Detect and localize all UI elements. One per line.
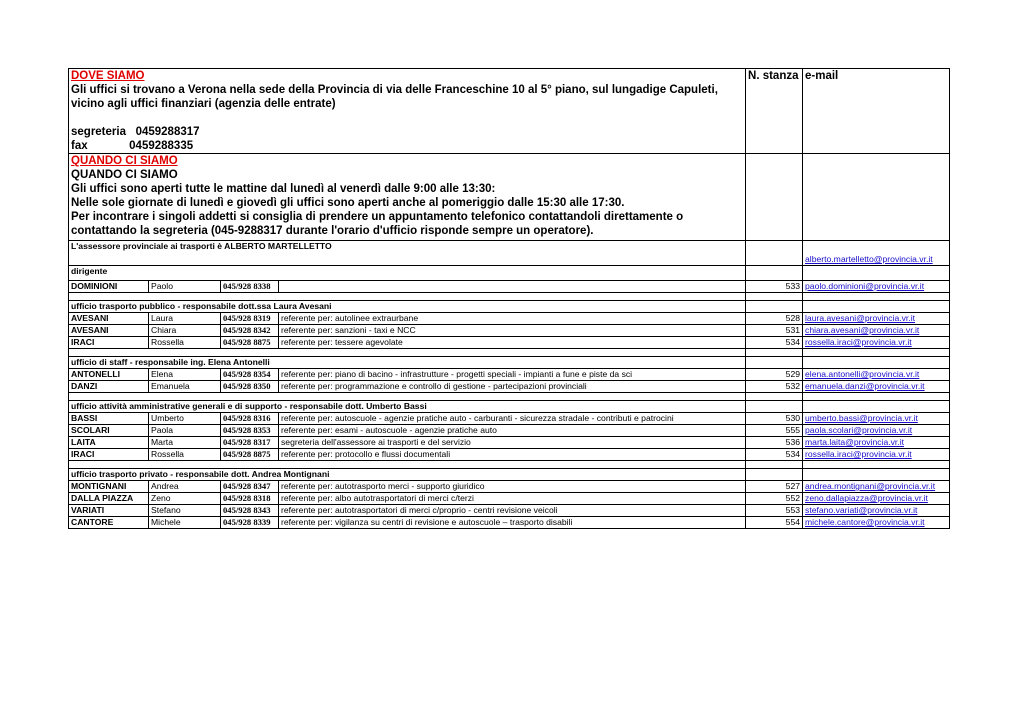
phone-cell: 045/928 8318 bbox=[221, 493, 279, 505]
dirigente-row bbox=[69, 281, 950, 293]
table-row bbox=[69, 381, 950, 393]
room-cell: 552 bbox=[746, 493, 803, 505]
role-cell: referente per: autotrasportatori di merci c/proprio - centri revisione veicoli bbox=[279, 505, 746, 517]
room-cell: 527 bbox=[746, 481, 803, 493]
phone-cell: 045/928 8875 bbox=[221, 449, 279, 461]
role-cell: referente per: autolinee extraurbane bbox=[279, 313, 746, 325]
phone-cell: 045/928 8339 bbox=[221, 517, 279, 529]
email-link[interactable]: michele.cantore@provincia.vr.it bbox=[803, 517, 950, 529]
dove-cell bbox=[69, 69, 746, 154]
section-title: ufficio trasporto privato - responsabile dott. Andrea Montignani bbox=[69, 469, 746, 481]
table-row bbox=[69, 369, 950, 381]
table-row bbox=[69, 425, 950, 437]
role-cell: referente per: autotrasporto merci - supporto giuridico bbox=[279, 481, 746, 493]
table-row bbox=[69, 505, 950, 517]
name-cell: Paola bbox=[149, 425, 221, 437]
phone-cell: 045/928 8347 bbox=[221, 481, 279, 493]
dirigente-phone: 045/928 8338 bbox=[221, 281, 279, 293]
name-cell: Umberto bbox=[149, 413, 221, 425]
name-cell: Zeno bbox=[149, 493, 221, 505]
quando-line-3: Per incontrare i singoli addetti si consiglia di prendere un appuntamento telefonico contattandoli direttamente o contattando la segreteria (045-9288317 durante l'orario d'ufficio risponde sempre un operatore). bbox=[71, 211, 684, 237]
surname-cell: AVESANI bbox=[69, 313, 149, 325]
table-row bbox=[69, 313, 950, 325]
email-link[interactable]: paola.scolari@provincia.vr.it bbox=[803, 425, 950, 437]
dirigente-email[interactable]: paolo.dominioni@provincia.vr.it bbox=[803, 281, 950, 293]
dirigente-room: 533 bbox=[746, 281, 803, 293]
dirigente-surname: DOMINIONI bbox=[69, 281, 149, 293]
table-row bbox=[69, 493, 950, 505]
name-cell: Andrea bbox=[149, 481, 221, 493]
email-link[interactable]: marta.laita@provincia.vr.it bbox=[803, 437, 950, 449]
surname-cell: MONTIGNANI bbox=[69, 481, 149, 493]
role-cell: referente per: tessere agevolate bbox=[279, 337, 746, 349]
role-cell: referente per: piano di bacino - infrastrutture - progetti speciali - impianti a fune e piste da sci bbox=[279, 369, 746, 381]
table-row bbox=[69, 481, 950, 493]
surname-cell: IRACI bbox=[69, 337, 149, 349]
assessore-row bbox=[69, 241, 950, 266]
surname-cell: AVESANI bbox=[69, 325, 149, 337]
table-row bbox=[69, 337, 950, 349]
dove-text: Gli uffici si trovano a Verona nella sede della Provincia di via delle Franceschine 10 al 5° piano, sul lungadige Capuleti, vicino agli uffici finanziari (agenzia delle entrate) bbox=[71, 84, 718, 110]
name-cell: Emanuela bbox=[149, 381, 221, 393]
assessore-text: L'assessore provinciale ai trasporti è ALBERTO MARTELLETTO bbox=[69, 241, 746, 266]
section-title: ufficio di staff - responsabile ing. Elena Antonelli bbox=[69, 357, 746, 369]
role-cell: referente per: albo autotrasportatori di merci c/terzi bbox=[279, 493, 746, 505]
contacts-table bbox=[68, 68, 950, 529]
phone-cell: 045/928 8316 bbox=[221, 413, 279, 425]
email-link[interactable]: elena.antonelli@provincia.vr.it bbox=[803, 369, 950, 381]
section-title-row bbox=[69, 301, 950, 313]
spacer-row bbox=[69, 349, 950, 357]
section-title-row bbox=[69, 469, 950, 481]
role-cell: referente per: autoscuole - agenzie pratiche auto - carburanti - sicurezza stradale - contributi e patrocini bbox=[279, 413, 746, 425]
spacer-row bbox=[69, 293, 950, 301]
surname-cell: ANTONELLI bbox=[69, 369, 149, 381]
room-cell: 531 bbox=[746, 325, 803, 337]
table-row bbox=[69, 325, 950, 337]
surname-cell: SCOLARI bbox=[69, 425, 149, 437]
room-cell: 530 bbox=[746, 413, 803, 425]
dirigente-label-row bbox=[69, 266, 950, 281]
name-cell: Rossella bbox=[149, 449, 221, 461]
role-cell: referente per: sanzioni - taxi e NCC bbox=[279, 325, 746, 337]
phone-cell: 045/928 8353 bbox=[221, 425, 279, 437]
email-link[interactable]: chiara.avesani@provincia.vr.it bbox=[803, 325, 950, 337]
email-link[interactable]: rossella.iraci@provincia.vr.it bbox=[803, 449, 950, 461]
room-cell: 528 bbox=[746, 313, 803, 325]
section-title: ufficio trasporto pubblico - responsabile dott.ssa Laura Avesani bbox=[69, 301, 746, 313]
email-link[interactable]: emanuela.danzi@provincia.vr.it bbox=[803, 381, 950, 393]
room-cell: 534 bbox=[746, 337, 803, 349]
col-stanza-header: N. stanza bbox=[746, 69, 803, 154]
surname-cell: LAITA bbox=[69, 437, 149, 449]
phone-cell: 045/928 8343 bbox=[221, 505, 279, 517]
quando-title: QUANDO CI SIAMO bbox=[71, 155, 178, 167]
name-cell: Michele bbox=[149, 517, 221, 529]
role-cell: referente per: vigilanza su centri di revisione e autoscuole – trasporto disabili bbox=[279, 517, 746, 529]
room-cell: 536 bbox=[746, 437, 803, 449]
email-link[interactable]: laura.avesani@provincia.vr.it bbox=[803, 313, 950, 325]
surname-cell: DALLA PIAZZA bbox=[69, 493, 149, 505]
email-link[interactable]: rossella.iraci@provincia.vr.it bbox=[803, 337, 950, 349]
surname-cell: IRACI bbox=[69, 449, 149, 461]
phone-cell: 045/928 8350 bbox=[221, 381, 279, 393]
header-row-quando bbox=[69, 154, 950, 241]
surname-cell: BASSI bbox=[69, 413, 149, 425]
email-link[interactable]: stefano.variati@provincia.vr.it bbox=[803, 505, 950, 517]
phone-cell: 045/928 8319 bbox=[221, 313, 279, 325]
dirigente-label: dirigente bbox=[69, 266, 746, 281]
header-row-dove bbox=[69, 69, 950, 154]
col-email-header: e-mail bbox=[803, 69, 950, 154]
email-link[interactable]: umberto.bassi@provincia.vr.it bbox=[803, 413, 950, 425]
role-cell: referente per: esami - autoscuole - agenzie pratiche auto bbox=[279, 425, 746, 437]
room-cell: 553 bbox=[746, 505, 803, 517]
spacer-row bbox=[69, 461, 950, 469]
dove-title: DOVE SIAMO bbox=[71, 70, 145, 82]
role-cell: segreteria dell'assessore ai trasporti e del servizio bbox=[279, 437, 746, 449]
name-cell: Elena bbox=[149, 369, 221, 381]
quando-line-1: Gli uffici sono aperti tutte le mattine dal lunedì al venerdì dalle 9:00 alle 13:30: bbox=[71, 183, 496, 195]
name-cell: Rossella bbox=[149, 337, 221, 349]
phone-cell: 045/928 8875 bbox=[221, 337, 279, 349]
room-cell: 529 bbox=[746, 369, 803, 381]
quando-line-2: Nelle sole giornate di lunedì e giovedì gli uffici sono aperti anche al pomeriggio dalle 15:30 alle 17:30. bbox=[71, 197, 625, 209]
table-row bbox=[69, 449, 950, 461]
email-link[interactable]: zeno.dallapiazza@provincia.vr.it bbox=[803, 493, 950, 505]
phone-cell: 045/928 8354 bbox=[221, 369, 279, 381]
name-cell: Stefano bbox=[149, 505, 221, 517]
phone-cell: 045/928 8317 bbox=[221, 437, 279, 449]
table-row bbox=[69, 517, 950, 529]
role-cell: referente per: programmazione e controllo di gestione - partecipazioni provinciali bbox=[279, 381, 746, 393]
phone-cell: 045/928 8342 bbox=[221, 325, 279, 337]
quando-cell bbox=[69, 154, 746, 241]
surname-cell: CANTORE bbox=[69, 517, 149, 529]
name-cell: Chiara bbox=[149, 325, 221, 337]
table-row bbox=[69, 437, 950, 449]
role-cell: referente per: protocollo e flussi documentali bbox=[279, 449, 746, 461]
room-cell: 555 bbox=[746, 425, 803, 437]
surname-cell: DANZI bbox=[69, 381, 149, 393]
dirigente-name: Paolo bbox=[149, 281, 221, 293]
fax-number: fax 0459288335 bbox=[71, 140, 194, 152]
assessore-email[interactable]: alberto.martelletto@provincia.vr.it bbox=[803, 241, 950, 266]
section-title-row bbox=[69, 357, 950, 369]
name-cell: Laura bbox=[149, 313, 221, 325]
segreteria-phone: segreteria 0459288317 bbox=[71, 126, 200, 138]
room-cell: 532 bbox=[746, 381, 803, 393]
section-title-row bbox=[69, 401, 950, 413]
spacer-row bbox=[69, 393, 950, 401]
table-row bbox=[69, 413, 950, 425]
room-cell: 554 bbox=[746, 517, 803, 529]
section-title: ufficio attività amministrative generali e di supporto - responsabile dott. Umberto Bassi bbox=[69, 401, 746, 413]
quando-subtitle: QUANDO CI SIAMO bbox=[71, 169, 178, 181]
room-cell: 534 bbox=[746, 449, 803, 461]
surname-cell: VARIATI bbox=[69, 505, 149, 517]
email-link[interactable]: andrea.montignani@provincia.vr.it bbox=[803, 481, 950, 493]
name-cell: Marta bbox=[149, 437, 221, 449]
